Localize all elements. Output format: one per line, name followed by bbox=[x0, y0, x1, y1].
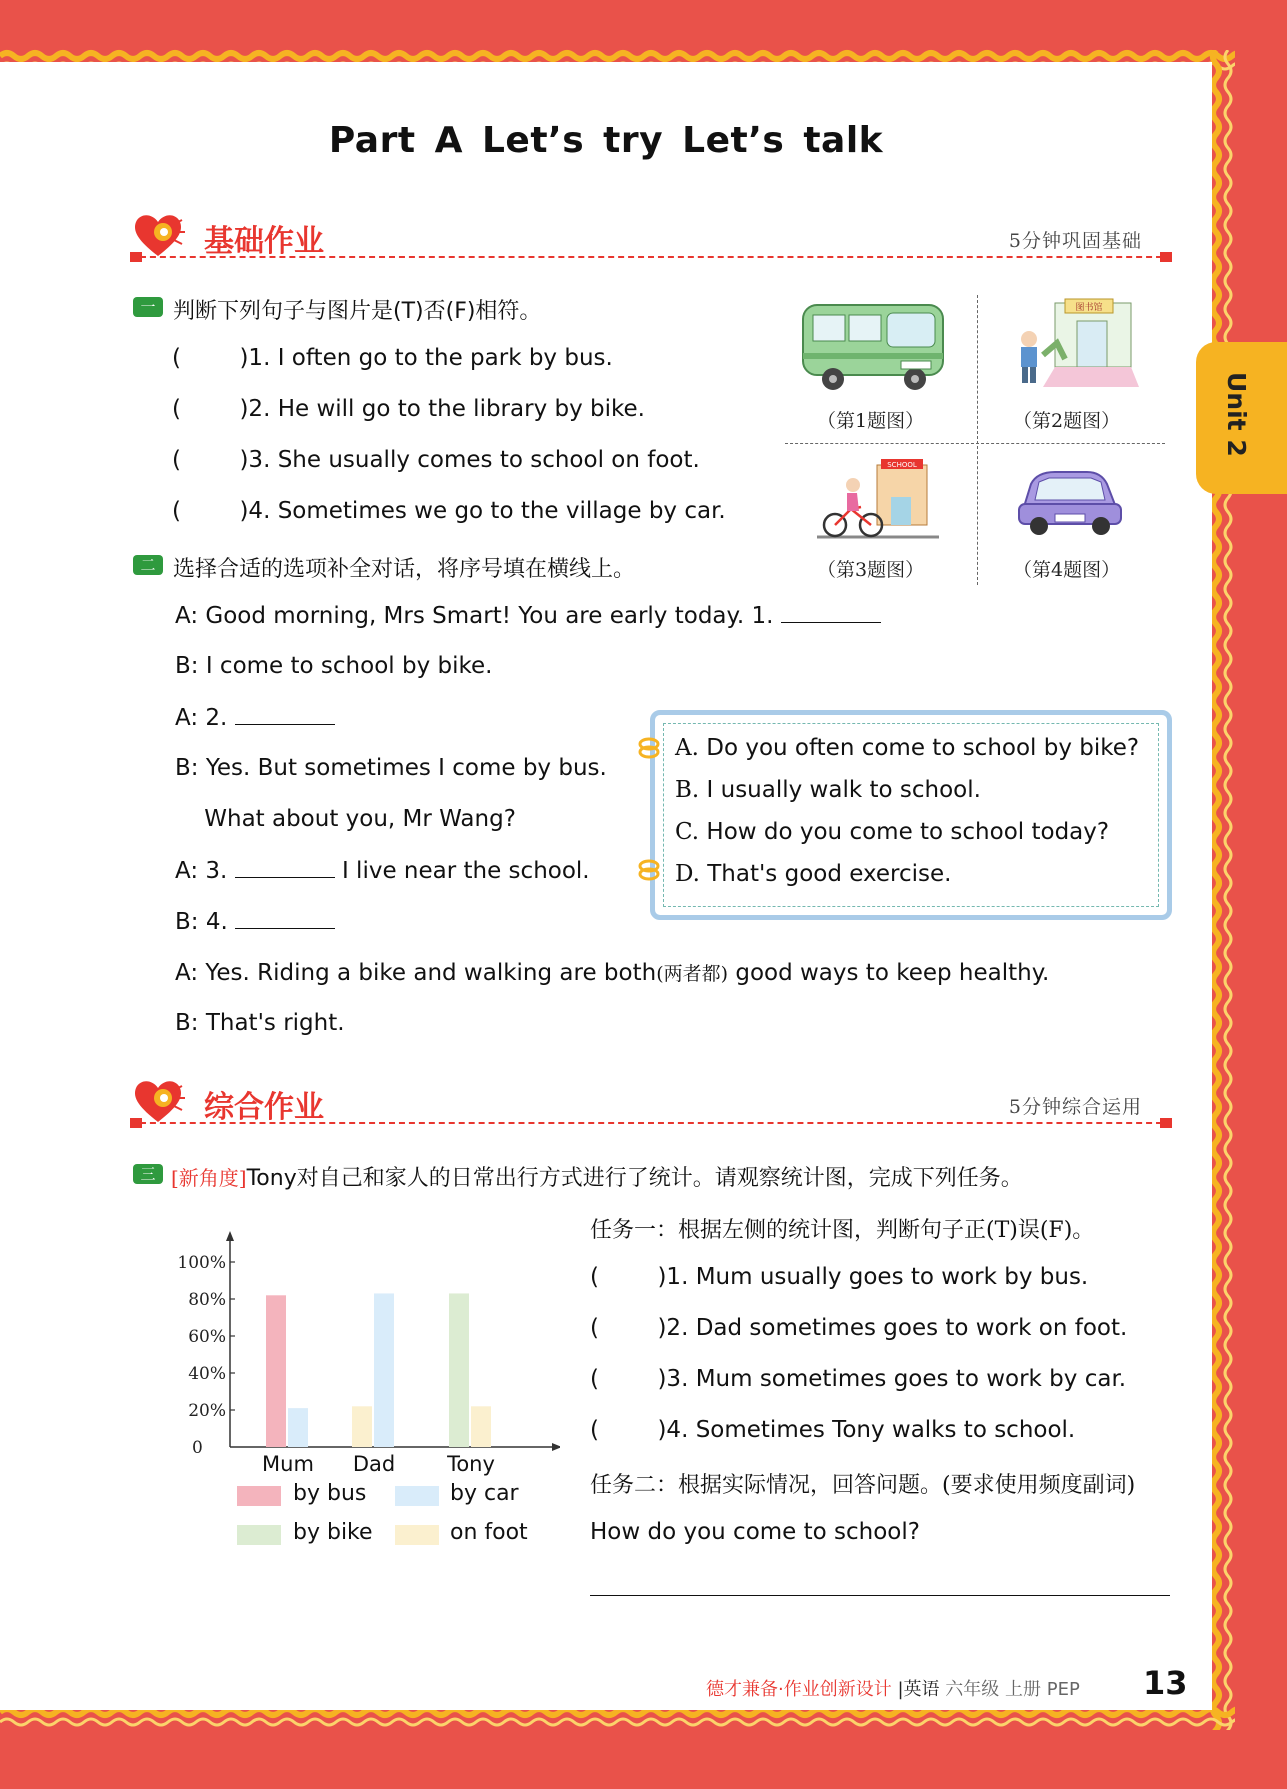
option-letter: A. bbox=[675, 735, 699, 761]
section-title: 综合作业 bbox=[204, 1090, 324, 1125]
chart-bar-on-foot-dad bbox=[352, 1406, 372, 1447]
unit-side-tab bbox=[1196, 342, 1287, 494]
dialog-line-4 bbox=[175, 755, 607, 781]
section-subtitle: 5分钟综合运用 bbox=[1008, 1096, 1142, 1118]
question-prompt bbox=[171, 1161, 1023, 1192]
question-prompt: 判断下列句子与图片是(T)否(F)相符。 bbox=[173, 299, 542, 324]
dialog-text: B: That's right. bbox=[175, 1010, 345, 1036]
option-d bbox=[675, 861, 952, 887]
q1-picture-grid bbox=[785, 295, 1165, 585]
dialog-line-7 bbox=[175, 908, 335, 935]
dialog-text: What about you, Mr Wang? bbox=[175, 806, 516, 832]
option-text: Do you often come to school by bike? bbox=[698, 735, 1140, 761]
x-axis-arrow bbox=[552, 1443, 560, 1451]
grid-divider-vertical bbox=[977, 295, 978, 585]
gloss-note: (两者都) bbox=[656, 963, 729, 985]
section-subtitle: 5分钟巩固基础 bbox=[1008, 230, 1142, 252]
section-title: 基础作业 bbox=[204, 224, 324, 259]
dialog-text: B: Yes. But sometimes I come by bus. bbox=[175, 755, 607, 781]
answer-blank-2[interactable] bbox=[235, 704, 335, 725]
option-b bbox=[675, 777, 981, 803]
y-tick-label: 60% bbox=[188, 1327, 226, 1347]
y-tick-label: 20% bbox=[188, 1401, 226, 1421]
q3-item-4: ( )4. Sometimes Tony walks to school. bbox=[590, 1417, 1076, 1443]
footer bbox=[706, 1675, 1080, 1701]
q3-item-1: ( )1. Mum usually goes to work by bus. bbox=[590, 1264, 1089, 1290]
answer-blank-4[interactable] bbox=[235, 908, 335, 929]
prompt-text: Tony对自己和家人的日常出行方式进行了统计。请观察统计图，完成下列任务。 bbox=[246, 1166, 1023, 1191]
y-axis-arrow bbox=[226, 1231, 234, 1241]
dialog-text: A: 2. bbox=[175, 705, 235, 731]
dialog-text: A: 3. bbox=[175, 858, 235, 884]
dialog-line-6 bbox=[175, 857, 590, 884]
section-basic-header bbox=[130, 210, 1172, 260]
q3-item-2: ( )2. Dad sometimes goes to work on foot. bbox=[590, 1315, 1128, 1341]
task-two-heading: 任务二：根据实际情况，回答问题。(要求使用频度副词) bbox=[590, 1473, 1136, 1498]
divider-end-right bbox=[1160, 1118, 1172, 1128]
dialog-line-8 bbox=[175, 959, 1049, 986]
question-number-badge: 二 bbox=[133, 555, 163, 575]
grid-divider-horizontal bbox=[785, 443, 1165, 444]
legend-label-foot: on foot bbox=[450, 1520, 528, 1545]
q3-item-3: ( )3. Mum sometimes goes to work by car. bbox=[590, 1366, 1127, 1392]
girl-on-bike-picture bbox=[817, 457, 939, 545]
dialog-text: I live near the school. bbox=[334, 858, 590, 884]
dialog-text: good ways to keep healthy. bbox=[728, 960, 1050, 986]
chart-bar-by-bus-mum bbox=[266, 1295, 286, 1447]
library-sign: 图书馆 bbox=[1075, 303, 1103, 313]
chart-bar-on-foot-tony bbox=[471, 1406, 491, 1447]
options-box bbox=[650, 710, 1172, 920]
divider-end-left bbox=[130, 252, 142, 262]
legend-label-bus: by bus bbox=[293, 1481, 367, 1506]
q1-caption-3: （第3题图） bbox=[817, 559, 925, 581]
question-number-badge: 三 bbox=[133, 1164, 163, 1184]
answer-line[interactable] bbox=[590, 1595, 1170, 1596]
q1-item-4: ( )4. Sometimes we go to the village by car. bbox=[172, 498, 726, 524]
bus-picture bbox=[797, 295, 949, 395]
section-divider bbox=[130, 256, 1172, 258]
page-title: Part A Let’s try Let’s talk bbox=[328, 120, 884, 161]
y-tick-label: 100% bbox=[177, 1253, 226, 1273]
dialog-text: A: Yes. Riding a bike and walking are both bbox=[175, 960, 657, 986]
option-text: That's good exercise. bbox=[699, 861, 952, 887]
car-picture bbox=[1015, 460, 1125, 540]
option-a bbox=[675, 735, 1139, 761]
chart-bar-by-bike-tony bbox=[449, 1293, 469, 1447]
q1-item-1: ( )1. I often go to the park by bus. bbox=[172, 345, 613, 371]
x-category-label: Mum bbox=[262, 1452, 314, 1476]
binder-ring-icon bbox=[637, 737, 661, 759]
dialog-line-2 bbox=[175, 653, 492, 679]
section-comprehensive-header bbox=[130, 1076, 1172, 1126]
q1-item-3: ( )3. She usually comes to school on foot. bbox=[172, 447, 700, 473]
school-sign: SCHOOL bbox=[887, 461, 917, 469]
legend-label-bike: by bike bbox=[293, 1520, 373, 1545]
binder-ring-icon bbox=[637, 859, 661, 881]
chart-bar-by-car-mum bbox=[288, 1408, 308, 1447]
dialog-text: B: I come to school by bike. bbox=[175, 653, 493, 679]
footer-grade: 六年级 上册 PEP bbox=[939, 1679, 1080, 1700]
unit-label: Unit 2 bbox=[1222, 372, 1251, 457]
option-letter: C. bbox=[675, 819, 700, 845]
section-divider bbox=[130, 1122, 1172, 1124]
option-text: How do you come to school today? bbox=[699, 819, 1110, 845]
dialog-text: A: Good morning, Mrs Smart! You are early today. 1. bbox=[175, 603, 781, 629]
legend-label-car: by car bbox=[450, 1481, 519, 1506]
footer-separator: | bbox=[897, 1679, 904, 1700]
option-letter: B. bbox=[675, 777, 700, 803]
dialog-line-9 bbox=[175, 1010, 345, 1036]
page-number: 13 bbox=[1143, 1664, 1188, 1702]
legend-swatch-bus bbox=[237, 1486, 281, 1506]
open-question: How do you come to school? bbox=[590, 1519, 920, 1545]
task-one-heading: 任务一：根据左侧的统计图，判断句子正(T)误(F)。 bbox=[590, 1218, 1095, 1243]
y-tick-label: 40% bbox=[188, 1364, 226, 1384]
footer-subject: 英语 bbox=[903, 1679, 940, 1700]
x-category-label: Tony bbox=[447, 1452, 495, 1476]
new-angle-tag: [新角度] bbox=[171, 1166, 247, 1190]
dialog-line-5 bbox=[175, 806, 516, 832]
q1-caption-1: （第1题图） bbox=[817, 410, 925, 432]
legend-swatch-car bbox=[395, 1486, 439, 1506]
dialog-text: B: 4. bbox=[175, 909, 236, 935]
q1-item-2: ( )2. He will go to the library by bike. bbox=[172, 396, 645, 422]
y-tick-label: 80% bbox=[188, 1290, 226, 1310]
legend-swatch-foot bbox=[395, 1525, 439, 1545]
chart-bars bbox=[266, 1293, 491, 1447]
option-c bbox=[675, 819, 1109, 845]
library-picture bbox=[1003, 297, 1143, 401]
q1-caption-4: （第4题图） bbox=[1013, 559, 1121, 581]
divider-end-right bbox=[1160, 252, 1172, 262]
dialog-line-3 bbox=[175, 704, 335, 731]
x-category-label: Dad bbox=[352, 1452, 396, 1476]
chart-bar-by-car-dad bbox=[374, 1293, 394, 1447]
q1-caption-2: （第2题图） bbox=[1013, 410, 1121, 432]
answer-blank-3[interactable] bbox=[235, 857, 335, 878]
question-prompt: 选择合适的选项补全对话，将序号填在横线上。 bbox=[173, 557, 636, 582]
answer-blank-1[interactable] bbox=[781, 602, 881, 623]
y-tick-label: 0 bbox=[192, 1438, 203, 1458]
footer-brand: 德才兼备·作业创新设计 bbox=[706, 1679, 892, 1700]
option-text: I usually walk to school. bbox=[699, 777, 981, 803]
legend-swatch-bike bbox=[237, 1525, 281, 1545]
question-number-badge: 一 bbox=[133, 297, 163, 317]
divider-end-left bbox=[130, 1118, 142, 1128]
chart-labels bbox=[177, 1253, 495, 1476]
dialog-line-1 bbox=[175, 602, 881, 629]
option-letter: D. bbox=[675, 861, 700, 887]
